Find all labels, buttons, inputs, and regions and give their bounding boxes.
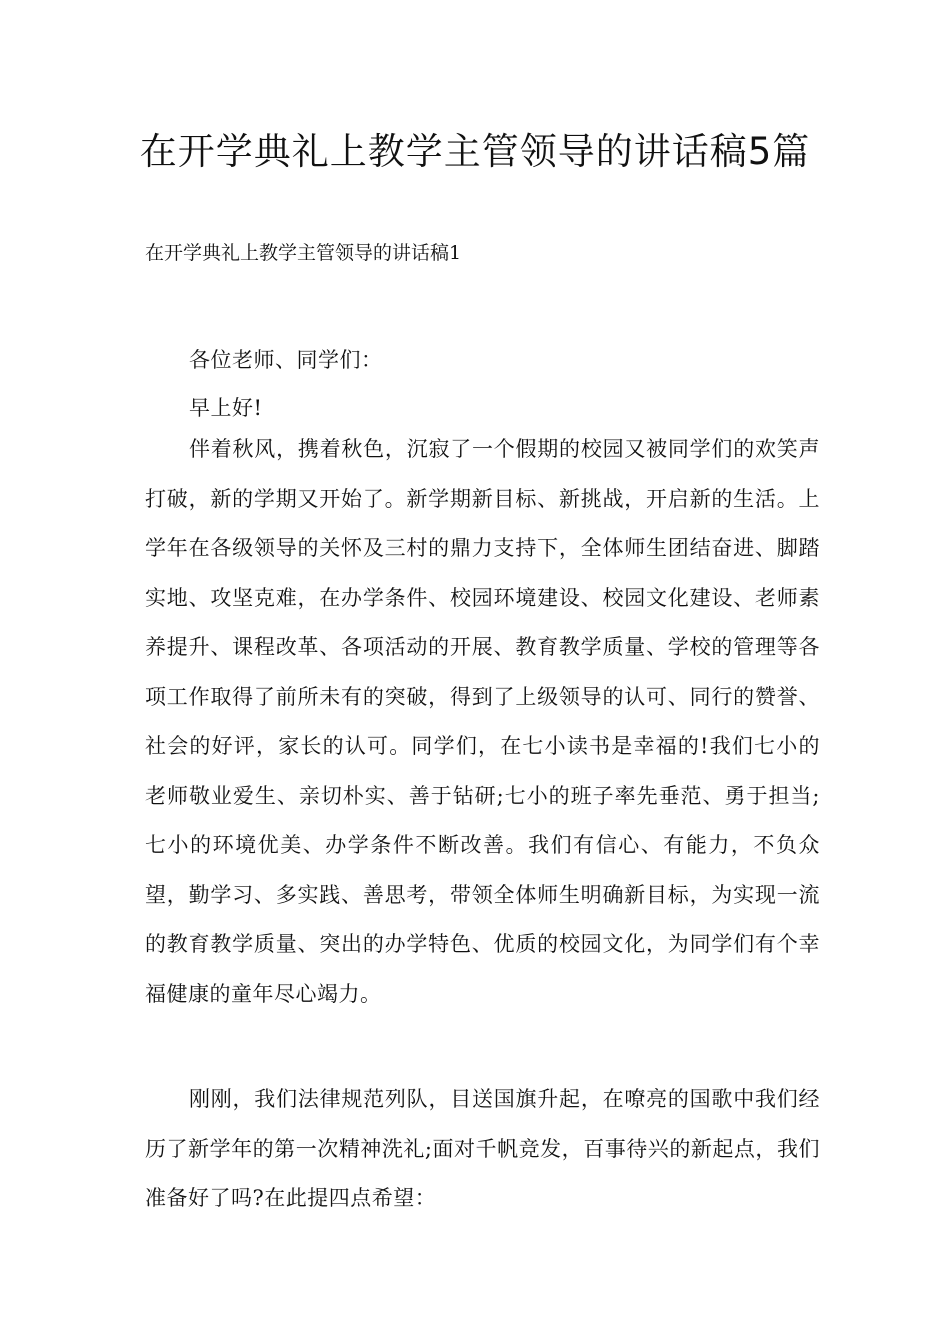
- section-subtitle: 在开学典礼上教学主管领导的讲话稿1: [145, 242, 462, 264]
- body-paragraph-1: 伴着秋风，携着秋色，沉寂了一个假期的校园又被同学们的欢笑声打破，新的学期又开始了。新学期新目标、新挑战，开启新的生活。上学年在各级领导的关怀及三村的鼎力支持下，全体师生团结奋进、脚踏实地、攻坚克难，在办学条件、校园环境建设、校园文化建设、老师素养提升、课程改革、各项活动的开展、教育教学质量、学校的管理等各项工作取得了前所未有的突破，得到了上级领导的认可、同行的赞誉、社会的好评，家长的认可。同学们，在七小读书是幸福的!我们七小的老师敬业爱生、亲切朴实、善于钻研;七小的班子率先垂范、勇于担当;七小的环境优美、办学条件不断改善。我们有信心、有能力，不负众望，勤学习、多实践、善思考，带领全体师生明确新目标，为实现一流的教育教学质量、突出的办学特色、优质的校园文化，为同学们有个幸福健康的童年尽心竭力。: [145, 437, 820, 1006]
- greeting-line-2: 早上好!: [189, 396, 263, 420]
- body-paragraph-2: 刚刚，我们法律规范列队，目送国旗升起，在嘹亮的国歌中我们经历了新学年的第一次精神洗礼;面对千帆竞发，百事待兴的新起点，我们准备好了吗?在此提四点希望：: [145, 1087, 820, 1210]
- document-title: 在开学典礼上教学主管领导的讲话稿5篇: [139, 130, 811, 173]
- greeting-line-1: 各位老师、同学们：: [189, 348, 383, 372]
